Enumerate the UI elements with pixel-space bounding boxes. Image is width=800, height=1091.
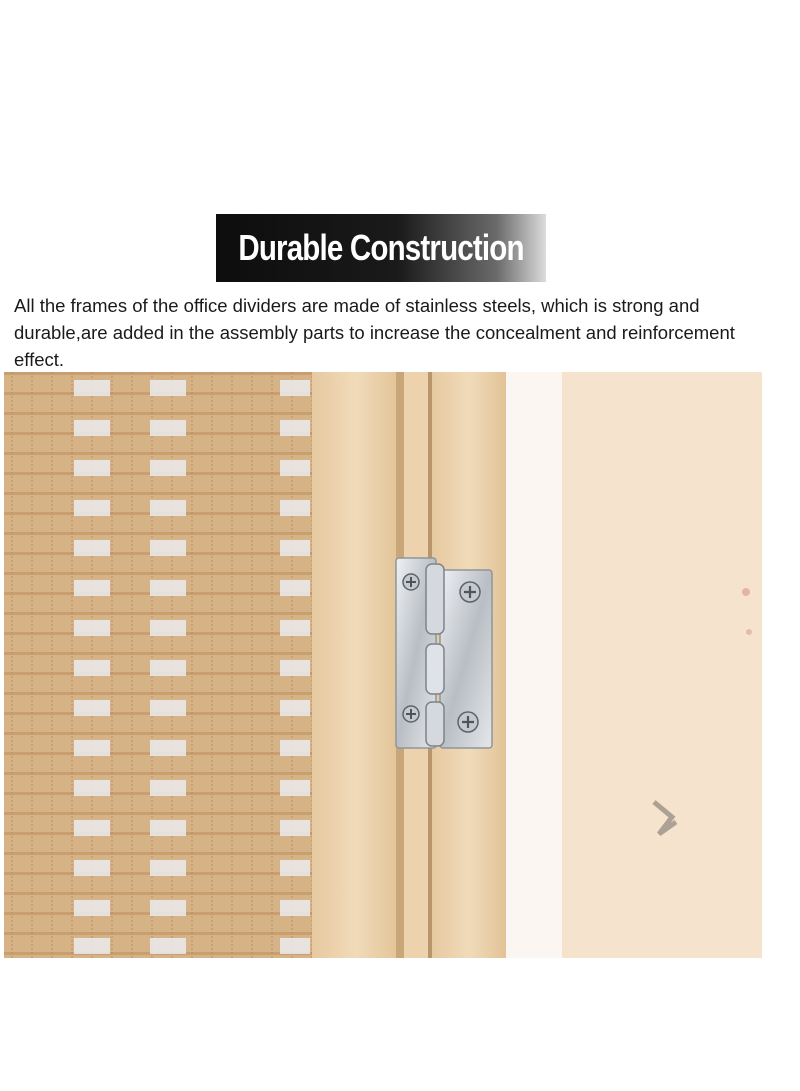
- headline-title: Durable Construction: [238, 227, 524, 268]
- description-text: All the frames of the office dividers are made of stainless steels, which is strong and durable,are added in the assembly parts to increase the concealment and reinforcement effect.: [14, 295, 735, 370]
- hinge-photo-illustration: [4, 372, 762, 958]
- hinge-icon: [396, 558, 492, 748]
- headline-banner: [216, 214, 546, 282]
- product-photo: [4, 372, 762, 958]
